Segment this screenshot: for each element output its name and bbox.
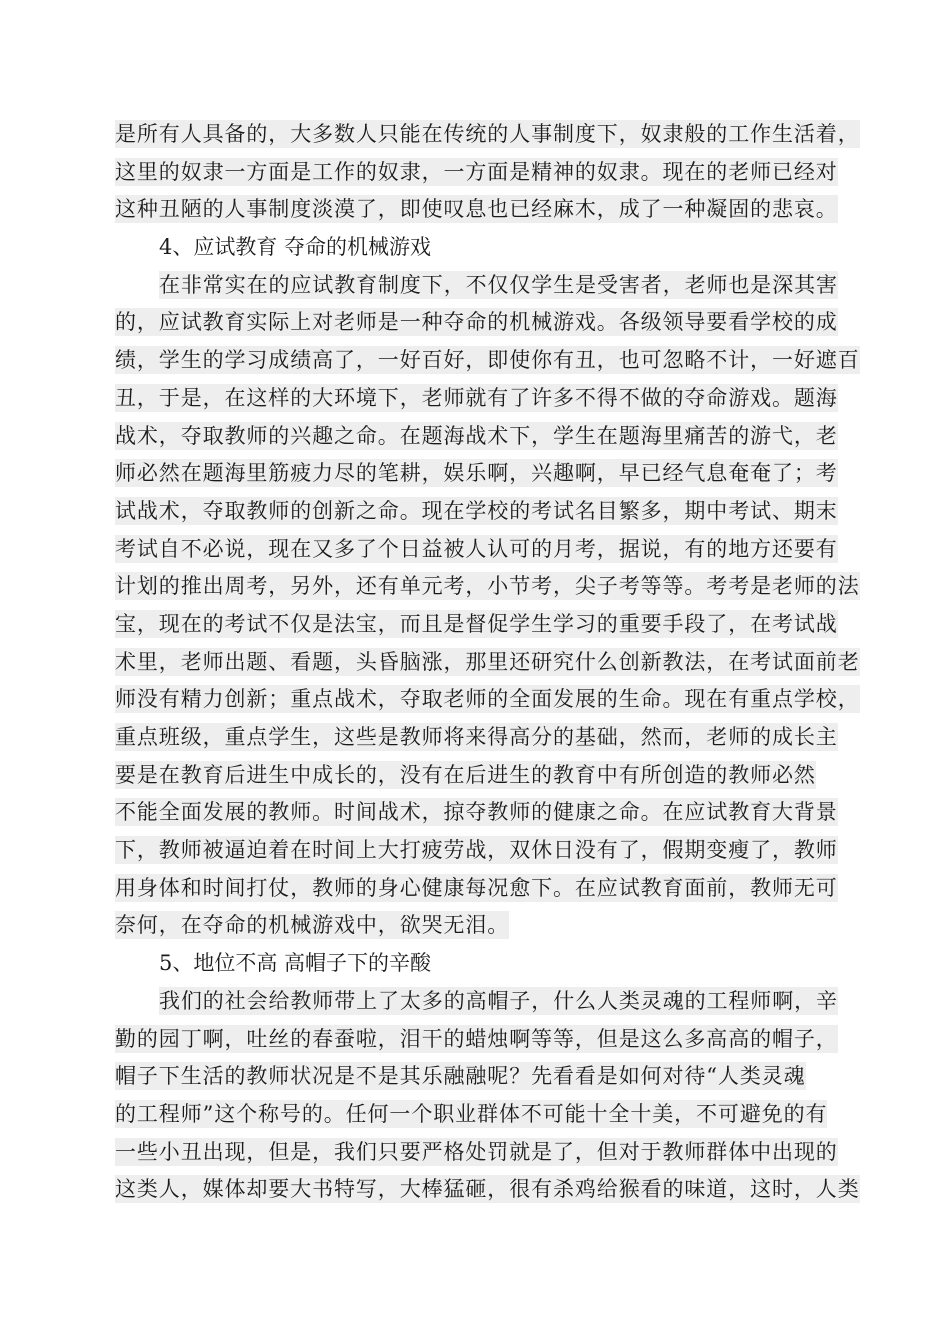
line-text: 师必然在题海里筋疲力尽的笔耕，娱乐啊，兴趣啊，早已经气息奄奄了；考 [115,461,838,486]
text-line [115,267,857,305]
body-text [115,116,860,1209]
line-text: 重点班级，重点学生，这些是教师将来得高分的基础，然而，老师的成长主 [115,725,838,749]
text-line [115,983,857,1021]
text-line [115,191,857,229]
line-text: 的，应试教育实际上对老师是一种夺命的机械游戏。各级领导要看学校的成 [115,310,838,335]
text-line [115,418,857,456]
line-text: 师没有精力创新；重点战术，夺取老师的全面发展的生命。现在有重点学校， [115,687,860,712]
line-text: 计划的推出周考，另外，还有单元考，小节考，尖子考等等。考考是老师的法 [115,574,860,599]
text-line [115,870,857,908]
line-text: 试战术，夺取教师的创新之命。现在学校的考试名目繁多，期中考试、期末 [115,498,838,523]
line-text: 战术，夺取教师的兴趣之命。在题海战术下，学生在题海里痛苦的游弋，老 [115,423,838,448]
line-text: 帽子下生活的教师状况是不是其乐融融呢？先看看是如何对待“人类灵魂 [115,1064,806,1089]
section-heading [115,945,857,983]
line-text: 我们的社会给教师带上了太多的高帽子，什么人类灵魂的工程师啊，辛 [159,988,838,1013]
line-text: 在非常实在的应试教育制度下，不仅仅学生是受害者，老师也是深其害 [159,272,838,297]
line-text: 的工程师”这个称号的。任何一个职业群体不可能十全十美，不可避免的有 [115,1101,828,1126]
text-line [115,1134,857,1172]
text-line [115,455,857,493]
line-text: 用身体和时间打仗，教师的身心健康每况愈下。在应试教育面前，教师无可 [115,875,838,900]
text-line [115,681,860,719]
text-line [115,154,857,192]
line-text: 宝，现在的考试不仅是法宝，而且是督促学生学习的重要手段了，在考试战 [115,611,838,636]
text-line [115,493,857,531]
text-line [115,719,857,757]
text-line [115,907,857,945]
text-line [115,794,857,832]
line-text: 5、地位不高 高帽子下的辛酸 [159,951,432,976]
line-text: 勤的园丁啊，吐丝的春蚕啦，泪干的蜡烛啊等等，但是这么多高高的帽子， [115,1026,838,1051]
text-line [115,757,857,795]
line-text: 这种丑陋的人事制度淡漠了，即使叹息也已经麻木，成了一种凝固的悲哀。 [115,197,838,222]
text-line [115,606,857,644]
text-line [115,380,857,418]
line-text: 奈何，在夺命的机械游戏中，欲哭无泪。 [115,913,510,938]
line-text: 绩，学生的学习成绩高了，一好百好，即使你有丑，也可忽略不计，一好遮百 [115,348,860,373]
line-text: 这类人，媒体却要大书特写，大棒猛砸，很有杀鸡给猴看的味道，这时，人类 [115,1177,860,1202]
line-text: 术里，老师出题、看题，头昏脑涨，那里还研究什么创新教法，在考试面前老 [115,649,860,674]
line-text: 4、应试教育 夺命的机械游戏 [159,235,432,260]
line-text: 不能全面发展的教师。时间战术，掠夺教师的健康之命。在应试教育大背景 [115,800,838,825]
line-text: 丑，于是，在这样的大环境下，老师就有了许多不得不做的夺命游戏。题海 [115,385,838,410]
text-line [115,1171,860,1209]
section-heading [115,229,857,267]
text-line [115,644,860,682]
line-text: 要是在教育后进生中成长的，没有在后进生的教育中有所创造的教师必然 [115,762,816,787]
text-line [115,568,860,606]
text-line [115,1058,857,1096]
text-line [115,304,857,342]
line-text: 下，教师被逼迫着在时间上大打疲劳战，双休日没有了，假期变瘦了，教师 [115,838,838,863]
text-line [115,116,860,154]
text-line [115,531,857,569]
text-line [115,1096,857,1134]
text-line [115,1021,857,1059]
text-line [115,342,860,380]
line-text: 考试自不必说，现在又多了个日益被人认可的月考，据说，有的地方还要有 [115,536,838,561]
line-text: 是所有人具备的，大多数人只能在传统的人事制度下，奴隶般的工作生活着， [115,122,860,146]
line-text: 一些小丑出现，但是，我们只要严格处罚就是了，但对于教师群体中出现的 [115,1139,838,1164]
text-line [115,832,857,870]
line-text: 这里的奴隶一方面是工作的奴隶，一方面是精神的奴隶。现在的老师已经对 [115,159,838,184]
